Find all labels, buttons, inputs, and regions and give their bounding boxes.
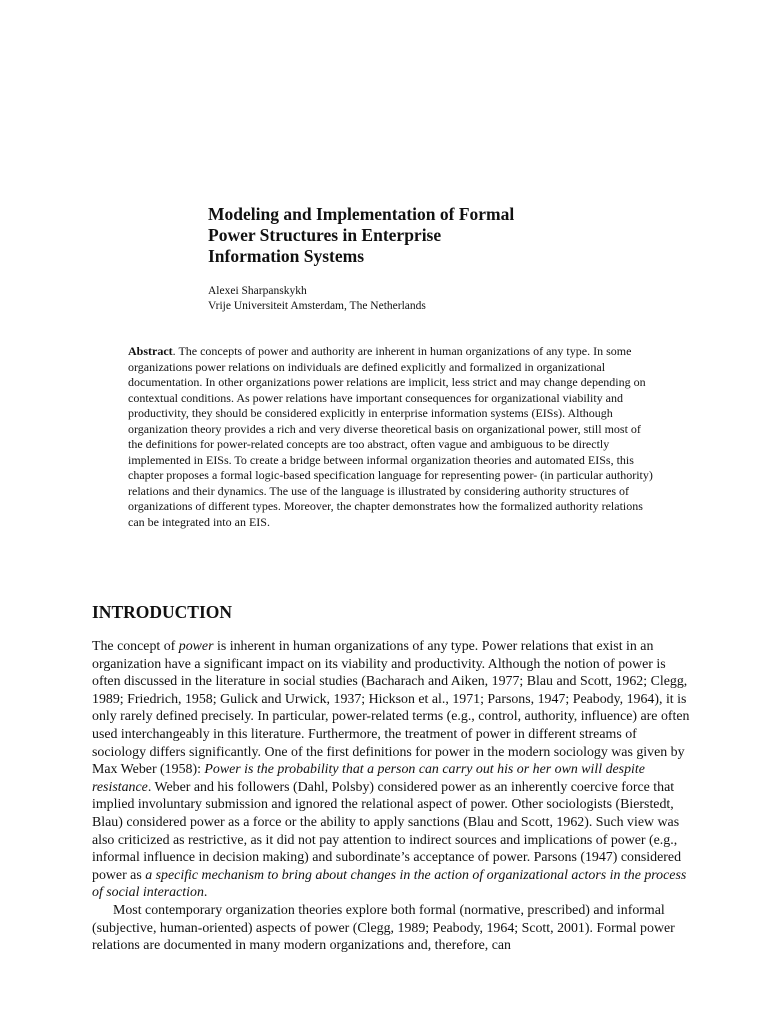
author-name: Alexei Sharpanskykh bbox=[208, 285, 307, 297]
italic-term: power bbox=[178, 639, 214, 654]
title-line: Modeling and Implementation of Formal bbox=[208, 204, 515, 224]
text-run: The concept of bbox=[92, 639, 179, 654]
text-run: . bbox=[203, 885, 208, 901]
abstract-text: . The concepts of power and authority are inherent in human organizations of any type. In some organizations power relations on individuals are defined explicitly and formalized in organizational documentation. In other organizations power relations are implicit, less strict and may change depending on contextual conditions. As power relations have important consequences for organizational viability and productivity, they should be considered explicitly in enterprise information systems (EISs). Although organization theory provides a rich and very diverse theoretical basis on organizational power, still most of the definitions for power-related concepts are too abstract, often vague and ambiguous to be directly implemented in EISs. To create a bridge between informal organization theories and automated EISs, this chapter proposes a formal logic-based specification language for representing power- (in particular authority) relations and their dynamics. The use of the language is illustrated by considering authority structures of organizations of different types. Moreover, the chapter demonstrates how the formalized authority relations can be integrated into an EIS. bbox=[128, 344, 653, 529]
text-run: . Weber and his followers (Dahl, Polsby) considered power as an inherently coercive force that implied involuntary submission and ignored the relational aspect of power. Other sociologists (Bierstedt, Blau) considered power as a force or the ability to apply sanctions (Blau and Scott, 1962). Such view was also criticized as restrictive, as it did not pay attention to indirect sources and implications of power (e.g., informal influence in decision making) and subordinate’s acceptance of power. Parsons (1947) considered power as bbox=[92, 779, 682, 883]
title-line: Information Systems bbox=[208, 246, 365, 266]
text-run: is inherent in human organizations of any type. Power relations that exist in an organization have a significant impact on its viability and productivity. Although the notion of power is often discussed in the literature in social studies (Bacharach and Aiken, 1977; Blau and Scott, 1962; Clegg, 1989; Friedrich, 1958; Gulick and Urwick, 1937; Hickson et al., 1971; Parsons, 1947; Peabody, 1964), it is only rarely defined precisely. In particular, power-related terms (e.g., control, authority, influence) are often used interchangeably in this literature. Furthermore, the treatment of power in different streams of sociology differs significantly. One of the first definitions for power in the modern sociology was given by Max Weber (1958): bbox=[92, 639, 690, 778]
italic-quote: Power is the probability that a person can carry out his or her own will despite resistance bbox=[92, 762, 645, 795]
title-line: Power Structures in Enterprise bbox=[208, 225, 442, 245]
abstract bbox=[128, 344, 658, 530]
paragraph bbox=[92, 638, 692, 902]
paper-title bbox=[208, 204, 628, 267]
italic-quote: a specific mechanism to bring about changes in the action of organizational actors in the process of social interaction bbox=[92, 867, 687, 901]
author-affiliation: Vrije Universiteit Amsterdam, The Netherlands bbox=[208, 299, 426, 312]
section-heading: INTRODUCTION bbox=[92, 602, 233, 622]
body-text bbox=[92, 638, 692, 955]
abstract-label: Abstract bbox=[128, 344, 173, 358]
author-block bbox=[208, 284, 426, 313]
paragraph: Most contemporary organization theories explore both formal (normative, prescribed) and informal (subjective, human-oriented) aspects of power (Clegg, 1989; Peabody, 1964; Scott, 2001). Formal power relations are documented in many modern organizations and, therefore, can bbox=[92, 902, 675, 954]
